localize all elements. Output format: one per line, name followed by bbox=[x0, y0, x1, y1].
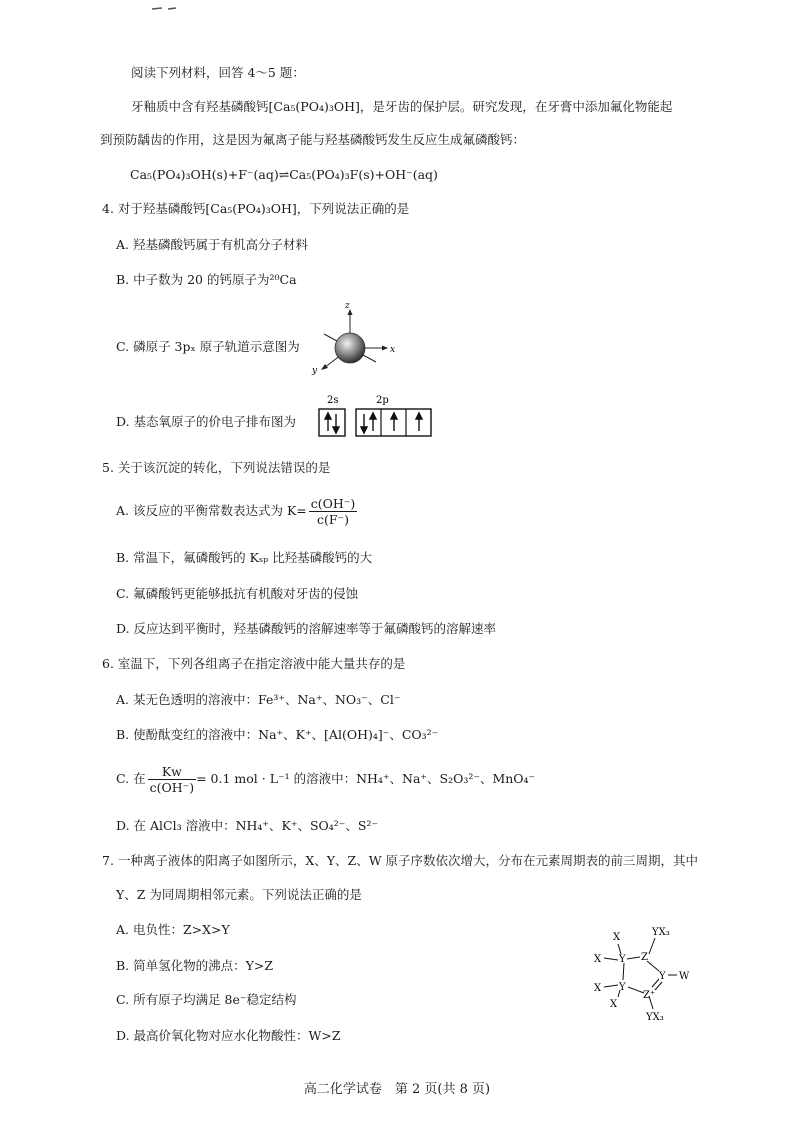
material-text-cont: 到预防龋齿的作用，这是因为氟离子能与羟基磷酸钙发生反应生成氟磷酸钙： bbox=[100, 132, 526, 147]
cation-structure-diagram bbox=[582, 925, 702, 1035]
kw-numerator: Kw bbox=[148, 764, 197, 780]
axis-z-label: z bbox=[345, 301, 350, 311]
q6-option-c-prefix: C. 在 bbox=[116, 771, 146, 786]
q7-option-a: A. 电负性：Z>X>Y bbox=[116, 922, 230, 937]
material-text: 牙釉质中含有羟基磷酸钙[Ca₅(PO₄)₃OH]，是牙齿的保护层。研究发现，在牙膏中添加氟化物能起 bbox=[131, 99, 673, 114]
atom-z: Z bbox=[641, 952, 648, 963]
label-2p: 2p bbox=[376, 395, 389, 406]
electron-configuration-diagram bbox=[318, 393, 448, 443]
atom-y-lower: Y bbox=[619, 982, 626, 993]
q6-option-c bbox=[116, 764, 535, 795]
q7-option-d: D. 最高价氧化物对应水化物酸性：W>Z bbox=[116, 1028, 341, 1043]
q4-option-d: D. 基态氧原子的价电子排布图为 bbox=[116, 414, 297, 429]
material-prompt: 阅读下列材料，回答 4～5 题： bbox=[131, 65, 305, 80]
p-orbital-diagram bbox=[310, 300, 400, 380]
axis-y-label: y bbox=[312, 366, 318, 376]
q4-option-b: B. 中子数为 20 的钙原子为²⁰Ca bbox=[116, 272, 297, 287]
atom-x-left-upper: X bbox=[594, 954, 602, 965]
q5-option-a-text: A. 该反应的平衡常数表达式为 K= bbox=[116, 503, 307, 518]
kw-fraction bbox=[148, 764, 197, 795]
q5-option-b: B. 常温下，氟磷酸钙的 Kₛₚ 比羟基磷酸钙的大 bbox=[116, 550, 373, 565]
q6-option-d: D. 在 AlCl₃ 溶液中：NH₄⁺、K⁺、SO₄²⁻、S²⁻ bbox=[116, 818, 379, 833]
q7-stem: 7. 一种离子液体的阳离子如图所示，X、Y、Z、W 原子序数依次增大，分布在元素周期表的前三周期，其中 bbox=[102, 853, 699, 868]
q6-option-b: B. 使酚酞变红的溶液中：Na⁺、K⁺、[Al(OH)₄]⁻、CO₃²⁻ bbox=[116, 727, 439, 742]
q5-option-a bbox=[116, 496, 357, 527]
atom-y-right: Y bbox=[659, 971, 666, 982]
atom-yx3-bottom: YX₃ bbox=[646, 1012, 664, 1023]
q5-option-c: C. 氟磷酸钙更能够抵抗有机酸对牙齿的侵蚀 bbox=[116, 586, 359, 601]
q5-stem: 5. 关于该沉淀的转化，下列说法错误的是 bbox=[102, 460, 331, 475]
page-footer: 高二化学试卷 第 2 页(共 8 页) bbox=[303, 1082, 491, 1097]
q6-option-a: A. 某无色透明的溶液中：Fe³⁺、Na⁺、NO₃⁻、Cl⁻ bbox=[116, 692, 401, 707]
atom-x-bottom: X bbox=[610, 999, 618, 1010]
q6-stem: 6. 室温下，下列各组离子在指定溶液中能大量共存的是 bbox=[102, 656, 406, 671]
kw-denominator: c(OH⁻) bbox=[149, 780, 195, 795]
q6-option-c-suffix: = 0.1 mol · L⁻¹ 的溶液中：NH₄⁺、Na⁺、S₂O₃²⁻、MnO₄⁻ bbox=[196, 771, 536, 786]
q4-option-a: A. 羟基磷酸钙属于有机高分子材料 bbox=[116, 237, 308, 252]
atom-z-plus: Z⁺ bbox=[643, 990, 656, 1001]
atom-w: W bbox=[679, 971, 690, 982]
reaction-equation: Ca₅(PO₄)₃OH(s)+F⁻(aq)⇌Ca₅(PO₄)₃F(s)+OH⁻(aq) bbox=[130, 167, 438, 182]
equilibrium-fraction bbox=[309, 496, 358, 527]
axis-x-label: x bbox=[390, 345, 396, 355]
handwriting-mark bbox=[150, 0, 180, 6]
atom-y-upper: Y bbox=[619, 954, 626, 965]
atom-x-left-lower: X bbox=[594, 983, 602, 994]
q4-stem: 4. 对于羟基磷酸钙[Ca₅(PO₄)₃OH]，下列说法正确的是 bbox=[102, 201, 410, 216]
fraction-numerator: c(OH⁻) bbox=[310, 496, 356, 511]
q7-option-b: B. 简单氢化物的沸点：Y>Z bbox=[116, 958, 274, 973]
q5-option-d: D. 反应达到平衡时，羟基磷酸钙的溶解速率等于氟磷酸钙的溶解速率 bbox=[116, 621, 497, 636]
q7-stem-cont: Y、Z 为同周期相邻元素。下列说法正确的是 bbox=[116, 887, 362, 902]
q4-option-c: C. 磷原子 3pₓ 原子轨道示意图为 bbox=[116, 339, 300, 354]
label-2s: 2s bbox=[327, 395, 339, 406]
atom-x-top: X bbox=[613, 932, 621, 943]
fraction-denominator: c(F⁻) bbox=[317, 512, 350, 527]
atom-yx3-top: YX₃ bbox=[652, 927, 670, 938]
q7-option-c: C. 所有原子均满足 8e⁻稳定结构 bbox=[116, 992, 297, 1007]
